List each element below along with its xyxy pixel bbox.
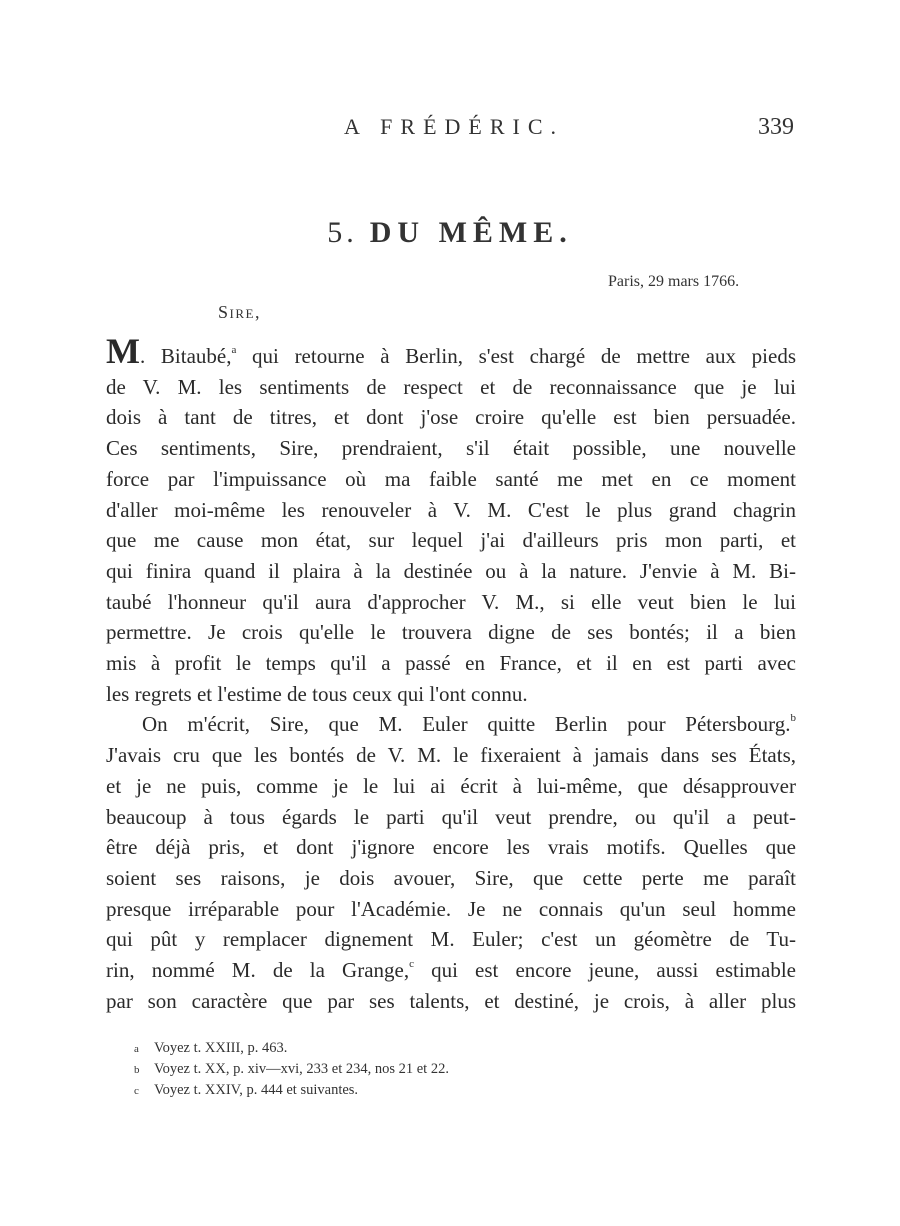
footnote-mark: b xyxy=(134,1064,140,1076)
text-line: qui pût y remplacer dignement M. Euler; c'est un géomètre de Tu- xyxy=(106,927,796,952)
text-line: On m'écrit, Sire, que M. Euler quitte Berlin pour Pétersbourg.$^b$ xyxy=(142,712,796,737)
paragraph-2 xyxy=(106,709,796,1016)
text-line: soient ses raisons, je dois avouer, Sire, que cette perte me paraît xyxy=(106,865,796,890)
letter-body xyxy=(106,331,796,1016)
footnote-c xyxy=(134,1080,794,1101)
text-line: beaucoup à tous égards le parti qu'il veut prendre, ou qu'il a peut- xyxy=(106,804,796,829)
text-line: J'avais cru que les bontés de V. M. le fixeraient à jamais dans ses États, xyxy=(106,743,796,768)
footnote-text: Voyez t. XX, p. xiv—xvi, 233 et 234, nos 21 et 22. xyxy=(154,1061,449,1077)
text-line: d'aller moi-même les renouveler à V. M. C'est le plus grand chagrin xyxy=(106,497,796,522)
letter-number: 5. xyxy=(327,216,358,249)
text-line: taubé l'honneur qu'il aura d'approcher V. M., si elle veut bien le lui xyxy=(106,589,796,614)
salutation: Sire, xyxy=(218,302,261,322)
text-line: les regrets et l'estime de tous ceux qui l'ont connu. xyxy=(106,681,528,706)
text-line: M. Bitaubé,$^a$ qui retourne à Berlin, s'est chargé de mettre aux pieds xyxy=(106,331,796,371)
text-line: mis à profit le temps qu'il a passé en France, et il en est parti avec xyxy=(106,651,796,676)
running-head xyxy=(0,114,900,144)
text-line: de V. M. les sentiments de respect et de reconnaissance que je lui xyxy=(106,374,796,399)
text-line: par son caractère que par ses talents, et destiné, je crois, à aller plus xyxy=(106,988,796,1013)
letter-heading xyxy=(0,216,900,250)
footnote-mark: c xyxy=(134,1085,139,1097)
footnote-mark: a xyxy=(134,1043,139,1055)
paragraph-1 xyxy=(106,331,796,709)
place-date: Paris, 29 mars 1766. xyxy=(608,273,740,290)
footnote-ref-a[interactable]: a xyxy=(231,344,237,356)
footnote-ref-b[interactable]: b xyxy=(790,712,796,725)
text-line: être déjà pris, et dont j'ignore encore les vrais motifs. Quelles que xyxy=(106,835,796,860)
footnote-b xyxy=(134,1059,794,1080)
footnotes xyxy=(134,1038,794,1101)
footnote-text: Voyez t. XXIII, p. 463. xyxy=(154,1040,288,1056)
text-line: rin, nommé M. de la Grange,$^c$ qui est encore jeune, aussi estimable xyxy=(106,958,796,983)
letter-title: DU MÊME. xyxy=(369,216,573,249)
footnote-text: Voyez t. XXIV, p. 444 et suivantes. xyxy=(154,1082,359,1098)
text-line: permettre. Je crois qu'elle le trouvera digne de ses bontés; il a bien xyxy=(106,620,796,645)
text-line: qui finira quand il plaira à la destinée ou à la nature. J'envie à M. Bi- xyxy=(106,558,796,583)
text-line: force par l'impuissance où ma faible santé me met en ce moment xyxy=(106,466,796,491)
text-line: dois à tant de titres, et dont j'ose croire qu'elle est bien persuadée. xyxy=(106,405,796,430)
page-number: 339 xyxy=(758,114,794,140)
dropcap: M xyxy=(106,331,140,371)
text-line: Ces sentiments, Sire, prendraient, s'il était possible, une nouvelle xyxy=(106,436,796,461)
running-title: A FRÉDÉRIC. xyxy=(344,114,565,139)
footnote-a xyxy=(134,1038,794,1059)
text-line: et je ne puis, comme je le lui ai écrit à lui-même, que désapprouver xyxy=(106,773,796,798)
text-line: que me cause mon état, sur lequel j'ai d'ailleurs pris mon parti, et xyxy=(106,528,796,553)
text-line: presque irréparable pour l'Académie. Je ne connais qu'un seul homme xyxy=(106,896,796,921)
footnote-ref-c[interactable]: c xyxy=(409,958,414,971)
